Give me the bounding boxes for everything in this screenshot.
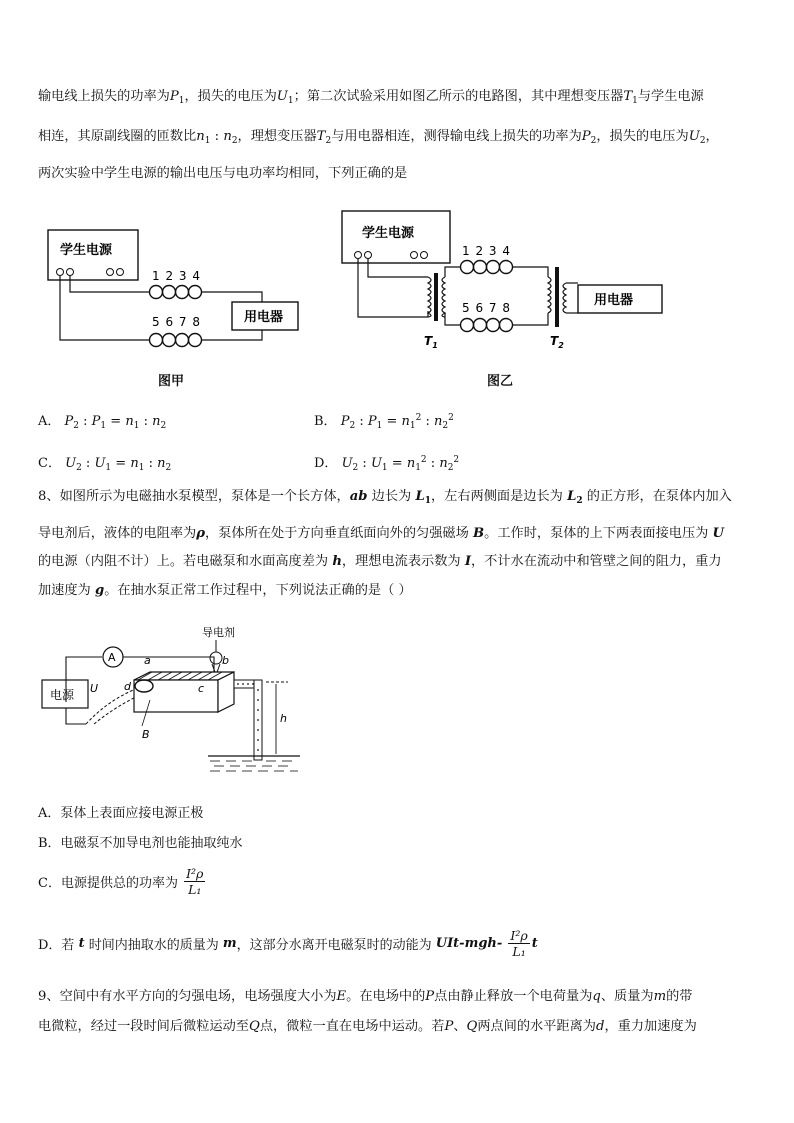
q8-option-c[interactable]: C．电源提供总的功率为 $\frac{\text{I²ρ}}{\text{L₁}}$	[38, 866, 204, 897]
label-a: a	[144, 654, 151, 667]
t2-core	[555, 267, 559, 327]
q8-line-2: 导电剂后，液体的电阻率为ρ，泵体所在处于方向垂直纸面向外的匀强磁场 B。工作时，泵体的上下两表面接电压为 U	[38, 526, 725, 541]
terminal	[365, 252, 372, 259]
q7-option-d[interactable]: D． $U_2$ : $U_1 = n_1^2$ : $n_2^2$	[314, 455, 460, 473]
q8-option-b[interactable]: B．电磁泵不加导电剂也能抽取纯水	[38, 836, 243, 851]
dropper-icon	[210, 652, 222, 664]
coil-bottom-5678	[461, 319, 513, 332]
ammeter-label: A	[108, 651, 116, 664]
figure-jia-caption: 图甲	[158, 374, 185, 389]
q9-line-1: 9、空间中有水平方向的匀强电场，电场强度大小为E。在电场中的P点由静止释放一个电荷量为q、质量为m的带	[38, 989, 693, 1004]
fraction: $\frac{\text{I²ρ}}{\text{L₁}}$	[186, 866, 204, 897]
coil-numbers-bottom: 5 6 7 8	[462, 301, 510, 315]
pump-figure	[38, 620, 308, 785]
coil-top-1234	[150, 286, 202, 299]
terminal	[57, 269, 64, 276]
t1-core	[434, 273, 438, 321]
q8-option-d[interactable]: D．若 t 时间内抽取水的质量为 m，这部分水离开电磁泵时的动能为 UIt-mgh- $\frac{\text{I²ρ}}{\text{L₁}}$ t	[38, 928, 538, 959]
q7-option-b[interactable]: B． $P_2$ : $P_1 = n_1^2$ : $n_2^2$	[314, 413, 454, 431]
q9-line-2: 电微粒，经过一段时间后微粒运动至Q点，微粒一直在电场中运动。若P、Q两点间的水平距离为d，重力加速度为	[38, 1019, 697, 1034]
t2-secondary-coil	[563, 283, 566, 313]
power-source-label: 电源	[50, 688, 75, 702]
label-c: c	[198, 682, 205, 695]
student-power-supply-label: 学生电源	[60, 243, 113, 258]
voltage-label: U	[90, 682, 99, 695]
terminal	[421, 252, 428, 259]
q7-option-a[interactable]: A． $P_2$ : $P_1 = n_1$ : $n_2$	[38, 414, 167, 431]
q7-option-c[interactable]: C． $U_2$ : $U_1 = n_1$ : $n_2$	[38, 456, 172, 473]
q7-line-3: 两次实验中学生电源的输出电压与电功率均相同，下列正确的是	[38, 166, 408, 181]
q7-line-1: 输电线上损失的功率为$P_1$，损失的电压为$U_1$；第二次试验采用如图乙所示的电路图，其中理想变压器$T_1$与学生电源	[38, 89, 704, 106]
student-power-supply-label: 学生电源	[362, 226, 415, 241]
fraction: $\frac{\text{I²ρ}}{\text{L₁}}$	[510, 928, 528, 959]
terminal	[67, 269, 74, 276]
terminal	[117, 269, 124, 276]
t2-label: $T_2$	[550, 334, 564, 350]
t2-primary-coil	[548, 277, 551, 313]
t1-secondary-coil	[442, 277, 445, 317]
coil-numbers-top: 1 2 3 4	[152, 269, 200, 283]
terminal	[411, 252, 418, 259]
t1-label: $T_1$	[424, 334, 438, 350]
q8-line-3: 的电源（内阻不计）上。若电磁泵和水面高度差为 h，理想电流表示数为 I，不计水在流动中和管壁之间的阻力，重力	[38, 554, 722, 569]
q8-line-1: 8、如图所示为电磁抽水泵模型，泵体是一个长方体，ab 边长为 $L_1$，左右两侧面是边长为 $L_2$ 的正方形，在泵体内加入	[38, 489, 732, 506]
coil-numbers-top: 1 2 3 4	[462, 244, 510, 258]
label-d: d	[124, 680, 131, 693]
terminal	[355, 252, 362, 259]
figure-yi-caption: 图乙	[487, 374, 514, 389]
pump-body	[134, 672, 234, 712]
terminal	[107, 269, 114, 276]
load-label: 用电器	[244, 310, 284, 325]
height-label: h	[280, 712, 287, 725]
coil-bottom-5678	[150, 334, 202, 347]
coil-top-1234	[461, 261, 513, 274]
figure-yi	[338, 205, 678, 355]
coil-numbers-bottom: 5 6 7 8	[152, 315, 200, 329]
conductive-agent-label: 导电剂	[202, 626, 235, 639]
load-label: 用电器	[594, 293, 634, 308]
q8-line-4: 加速度为 g。在抽水泵正常工作过程中，下列说法正确的是（ ）	[38, 583, 412, 598]
label-b: b	[222, 654, 229, 667]
magnetic-field-label: B	[142, 728, 150, 741]
q8-option-a[interactable]: A．泵体上表面应接电源正极	[38, 806, 204, 821]
q7-line-2: 相连，其原副线圈的匝数比$n_1$ : $n_2$，理想变压器$T_2$与用电器相连，测得输电线上损失的功率为$P_2$，损失的电压为$U_2$，	[38, 129, 719, 146]
figure-jia	[40, 222, 310, 362]
